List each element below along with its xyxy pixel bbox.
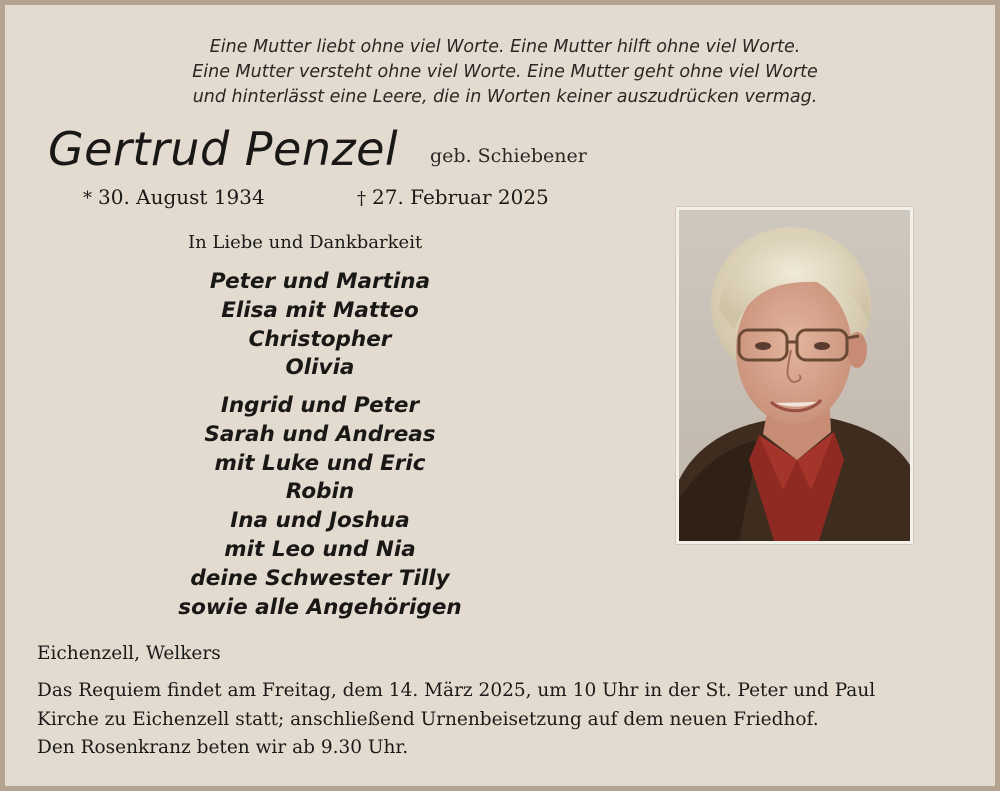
service-info-line: Den Rosenkranz beten wir ab 9.30 Uhr. [37, 737, 409, 758]
death-date: 27. Februar 2025 [372, 185, 549, 209]
service-info-line: Das Requiem findet am Freitag, dem 14. März 2025, um 10 Uhr in der St. Peter und Paul [37, 680, 876, 701]
mourner-line: Robin [285, 479, 355, 505]
mourners-group-2 [125, 392, 515, 622]
portrait-photo-frame [676, 207, 913, 544]
birth-date-line [83, 185, 265, 209]
mourner-line: Elisa mit Matteo [221, 297, 419, 323]
place: Eichenzell, Welkers [37, 643, 221, 664]
birth-date: 30. August 1934 [98, 185, 265, 209]
mourner-line: deine Schwester Tilly [190, 565, 450, 591]
poem-line: und hinterlässt eine Leere, die in Worten keiner auszudrücken vermag. [192, 87, 818, 107]
mourner-line: Olivia [285, 355, 355, 381]
cross-icon: † [357, 188, 366, 209]
poem [5, 35, 1000, 110]
mourner-line: mit Leo und Nia [224, 536, 416, 562]
obituary-card [5, 5, 995, 786]
birth-symbol-icon: * [83, 188, 92, 209]
mourners-group-1 [125, 268, 515, 383]
mourner-line: Sarah und Andreas [204, 421, 436, 447]
dedication: In Liebe und Dankbarkeit [188, 232, 423, 253]
mourner-line: mit Luke und Eric [214, 450, 426, 476]
mourner-line: Christopher [248, 326, 392, 352]
service-info-line: Kirche zu Eichenzell statt; anschließend Urnenbeisetzung auf dem neuen Friedhof. [37, 708, 819, 730]
maiden-name: geb. Schiebener [430, 145, 587, 167]
poem-line: Eine Mutter versteht ohne viel Worte. Eine Mutter geht ohne viel Worte [192, 62, 818, 82]
mourner-line: Ingrid und Peter [220, 393, 420, 418]
portrait-photo [679, 210, 910, 541]
poem-line: Eine Mutter liebt ohne viel Worte. Eine Mutter hilft ohne viel Worte. [209, 37, 801, 57]
mourner-line: Peter und Martina [209, 269, 431, 294]
service-info [37, 677, 875, 763]
mourner-line: Ina und Joshua [230, 508, 410, 534]
deceased-name: Gertrud Penzel [48, 122, 399, 176]
mourner-line: sowie alle Angehörigen [178, 594, 462, 620]
death-date-line [357, 185, 549, 209]
